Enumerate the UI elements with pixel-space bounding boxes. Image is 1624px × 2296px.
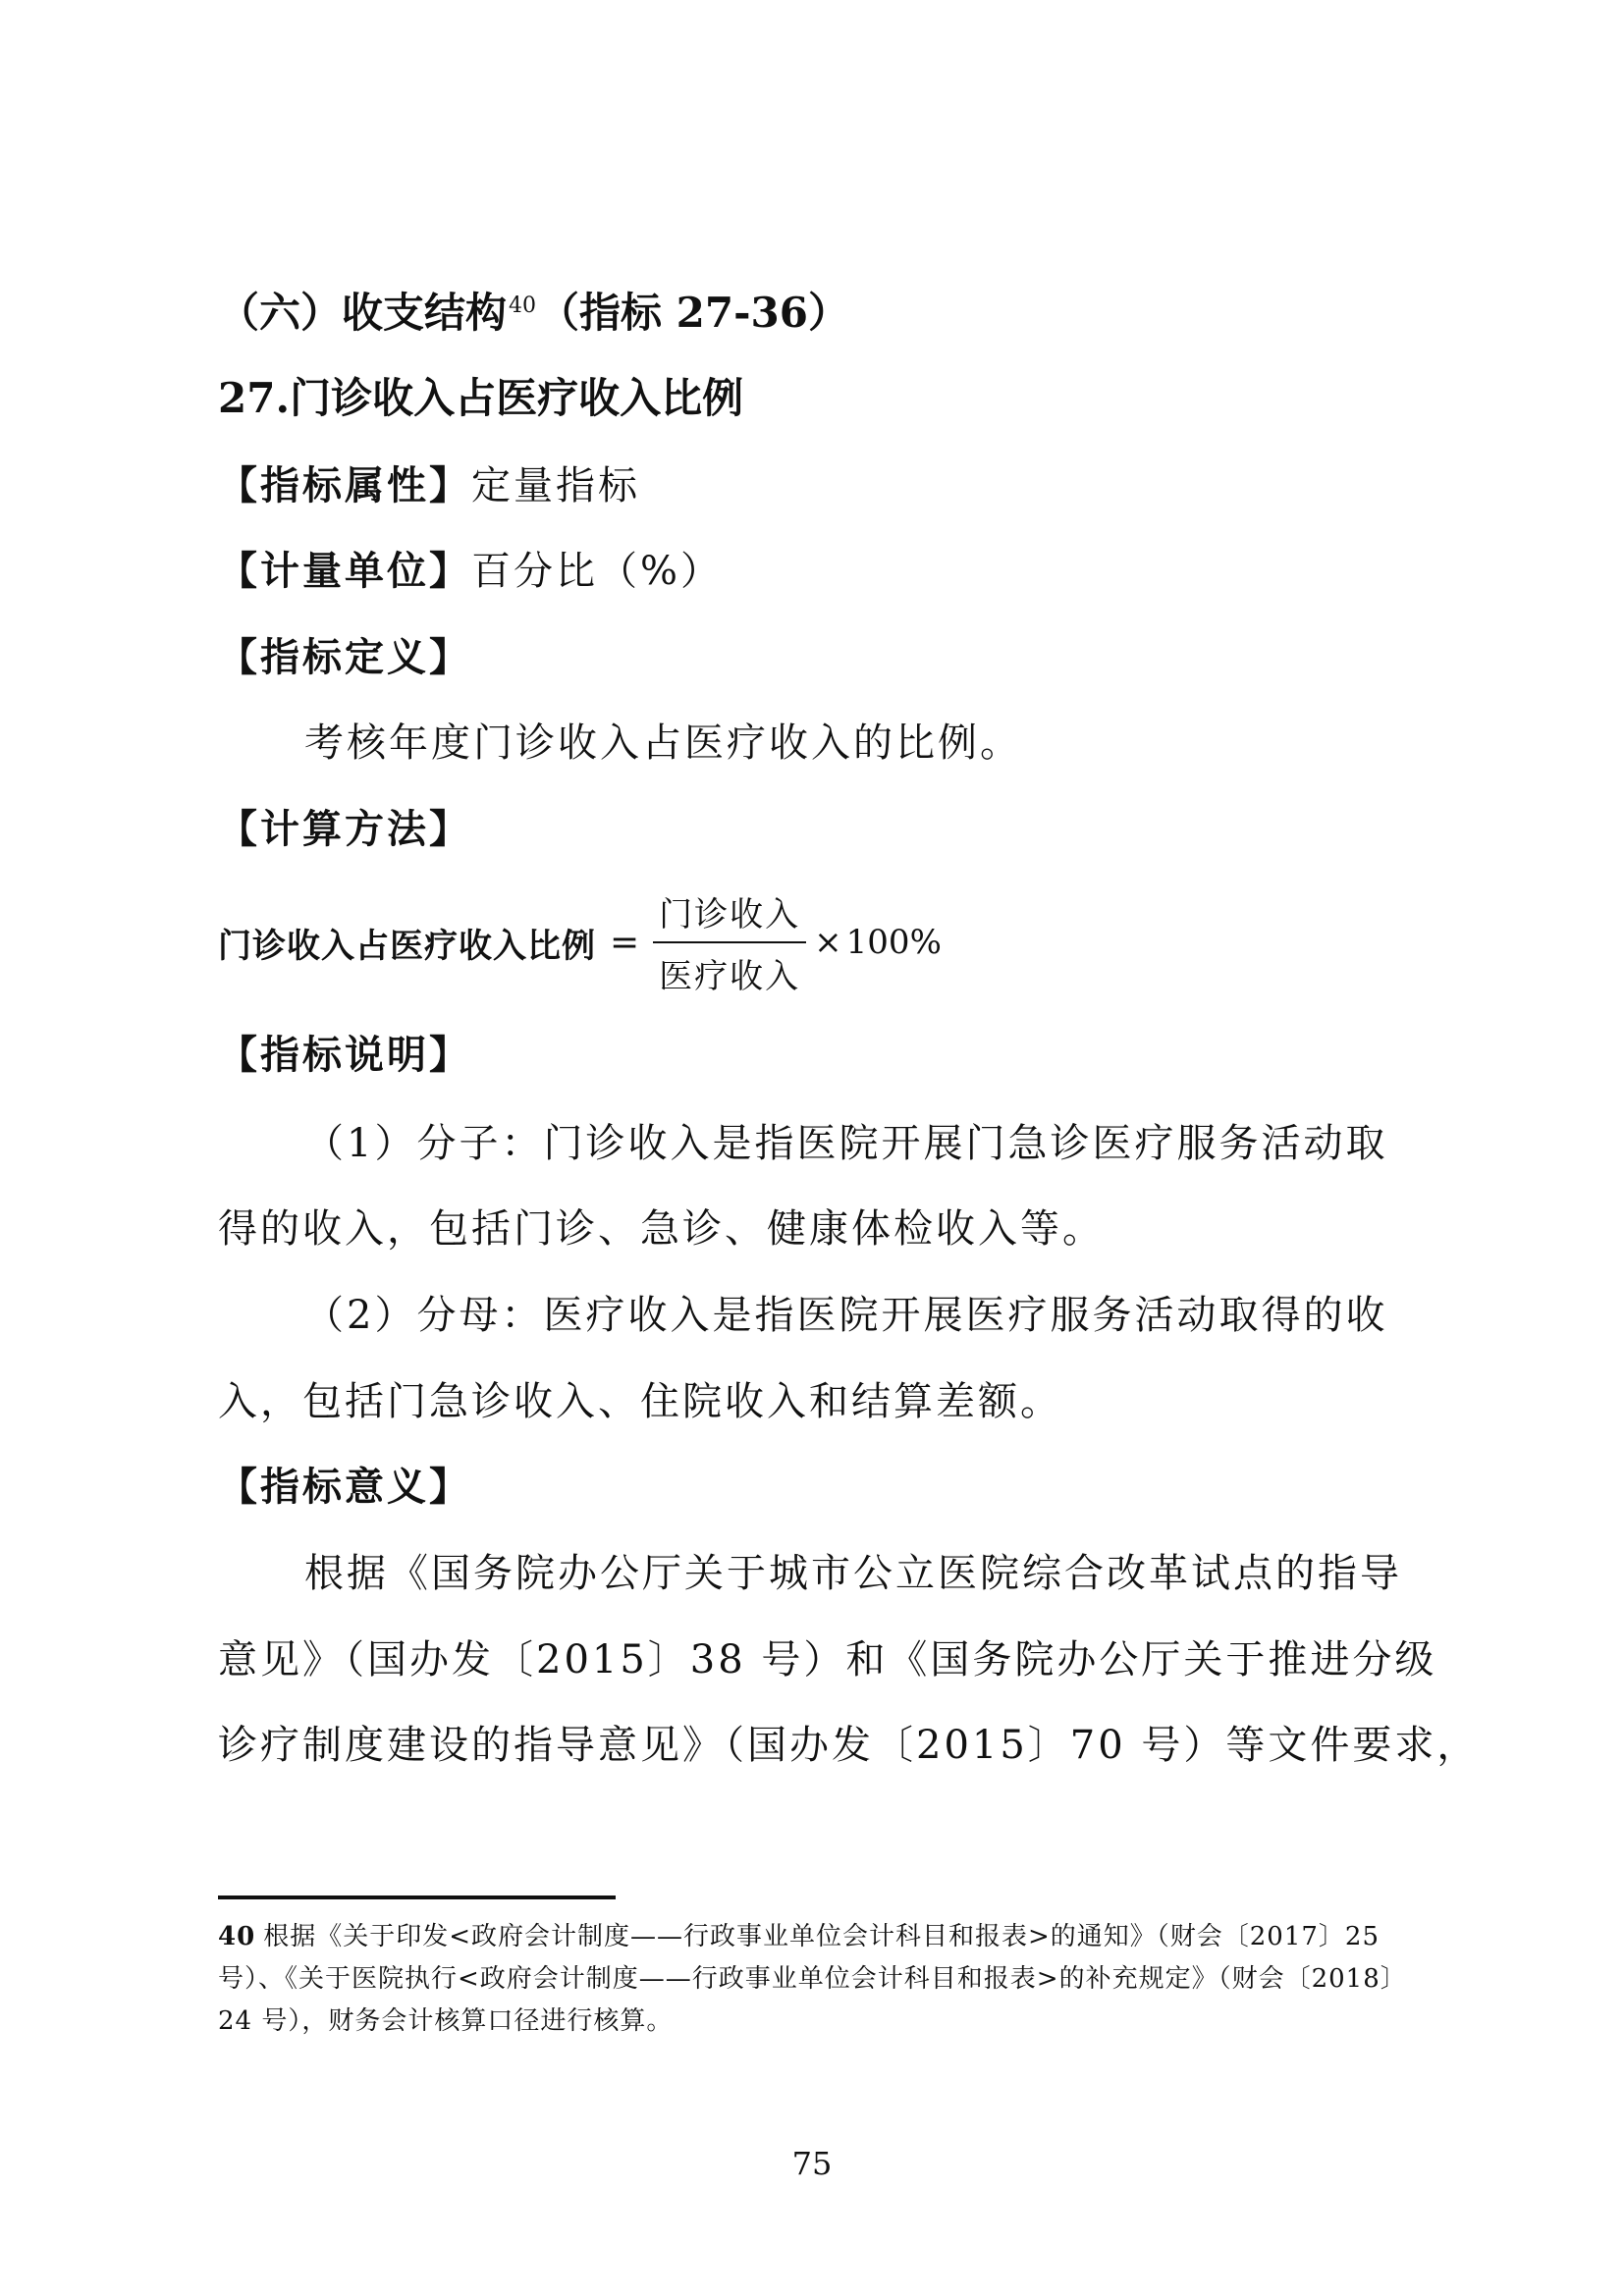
page-number: 75 (791, 2145, 833, 2182)
formula-numerator: 门诊收入 (659, 895, 801, 934)
formula-fraction (653, 887, 806, 997)
unit-row (218, 548, 724, 594)
formula-denominator: 医疗收入 (659, 957, 801, 996)
explanation-line: （2）分母：医疗收入是指医院开展医疗服务活动取得的收 (304, 1293, 1388, 1338)
section-heading (218, 289, 849, 337)
section-heading-suffix: （指标 27-36） (538, 289, 849, 337)
unit-label: 【计量单位】 (218, 548, 471, 594)
footnote-line (218, 1924, 1380, 1949)
significance-line: 根据《国务院办公厅关于城市公立医院综合改革试点的指导 (304, 1551, 1402, 1596)
formula-factor: 100% (845, 923, 942, 962)
formula-lhs: 门诊收入占医疗收入比例 (218, 926, 596, 966)
formula-times: × (814, 923, 842, 962)
significance-line: 诊疗制度建设的指导意见》（国办发〔2015〕70 号）等文件要求， (218, 1723, 1480, 1768)
calculation-label: 【计算方法】 (218, 806, 471, 852)
fraction-bar (653, 941, 806, 943)
indicator-title: 27.门诊收入占医疗收入比例 (218, 374, 744, 422)
unit-value: 百分比（%） (471, 549, 724, 594)
significance-line: 意见》（国办发〔2015〕38 号）和《国务院办公厅关于推进分级 (218, 1637, 1437, 1682)
footnote-line: 24 号），财务会计核算口径进行核算。 (218, 2006, 674, 2036)
explanation-line: 入，包括门急诊收入、住院收入和结算差额。 (218, 1379, 1062, 1424)
explanation-label: 【指标说明】 (218, 1032, 471, 1078)
calculation-formula (218, 888, 942, 996)
footnote-number: 40 (218, 1922, 256, 1951)
section-heading-text: （六）收支结构 (218, 289, 508, 337)
attribute-row (218, 462, 640, 508)
explanation-line: （1）分子：门诊收入是指医院开展门急诊医疗服务活动取 (304, 1121, 1388, 1166)
footnote-divider (218, 1896, 616, 1899)
footnote-line: 号）、《关于医院执行<政府会计制度——行政事业单位会计科目和报表>的补充规定》（财会〔2018〕 (218, 1964, 1407, 1994)
definition-text: 考核年度门诊收入占医疗收入的比例。 (304, 721, 1022, 766)
explanation-line: 得的收入，包括门诊、急诊、健康体检收入等。 (218, 1206, 1105, 1252)
definition-label: 【指标定义】 (218, 634, 471, 680)
formula-equals: = (610, 922, 640, 963)
footnote-text: 根据《关于印发<政府会计制度——行政事业单位会计科目和报表>的通知》（财会〔2017〕25 (263, 1922, 1380, 1951)
attribute-value: 定量指标 (471, 463, 640, 508)
attribute-label: 【指标属性】 (218, 462, 471, 508)
significance-label: 【指标意义】 (218, 1464, 471, 1510)
footnote-reference[interactable]: 40 (509, 294, 537, 318)
